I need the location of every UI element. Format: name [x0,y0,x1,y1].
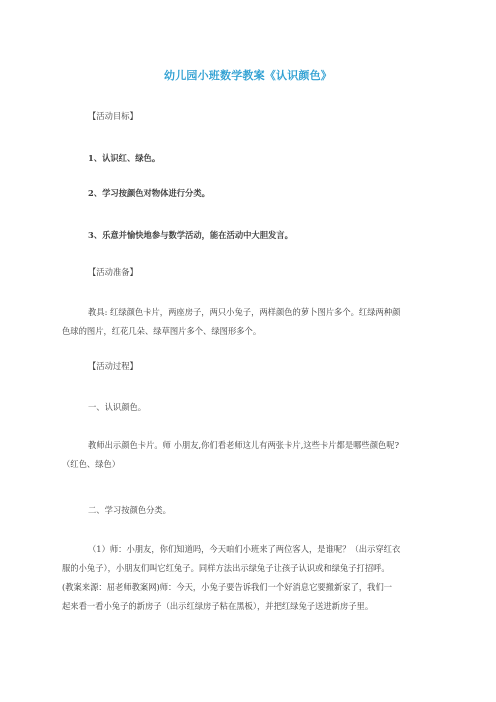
goal-item-1: 1、认识红、绿色。 [88,153,161,163]
step-1-line-1: 教师出示颜色卡片。师 小朋友,你们看老师这儿有两张卡片,这些卡片都是哪些颜色呢? [88,440,400,450]
step-1-line-2: （红色、绿色） [62,459,121,469]
step-2-line-2: 服的小兔子），小朋友们叫它红兔子。同样方法出示绿兔子让孩子认识或和绿兔子打招呼。 [62,563,390,573]
heading-activity-preparation: 【活动准备】 [88,267,138,277]
step-2-paragraph [62,540,434,616]
preparation-paragraph [62,303,434,341]
heading-activity-goals: 【活动目标】 [88,111,138,121]
step-2-title: 二、学习按颜色分类。 [88,505,171,515]
document-title: 幼儿园小班数学教案《认识颜色》 [164,69,332,82]
step-2-line-4: 起来看一看小兔子的新房子（出示红绿房子粘在黑板），并把红绿兔子送进新房子里。 [62,601,374,611]
goal-item-2: 2、学习按颜色对物体进行分类。 [88,188,210,198]
step-2-line-3: (教案来源：屈老师教案网)师：今天，小兔子要告诉我们一个好消息它要搬新家了，我们一 [62,582,393,592]
step-1-paragraph [62,436,434,474]
heading-activity-process: 【活动过程】 [88,361,138,371]
goal-item-3: 3、乐意并愉快地参与数学活动，能在活动中大胆发言。 [88,230,293,240]
step-2-line-1: （1）师：小朋友，你们知道吗，今天咱们小班来了两位客人，是谁呢？（出示穿红衣 [88,544,401,554]
step-1-title: 一、认识颜色。 [88,402,147,412]
preparation-line-1: 教具: 红绿颜色卡片，两座房子，两只小兔子，两样颜色的萝卜图片多个。红绿两种颜 [88,307,401,317]
preparation-line-2: 色球的图片，红花几朵、绿草图片多个、绿图形多个。 [62,326,262,336]
